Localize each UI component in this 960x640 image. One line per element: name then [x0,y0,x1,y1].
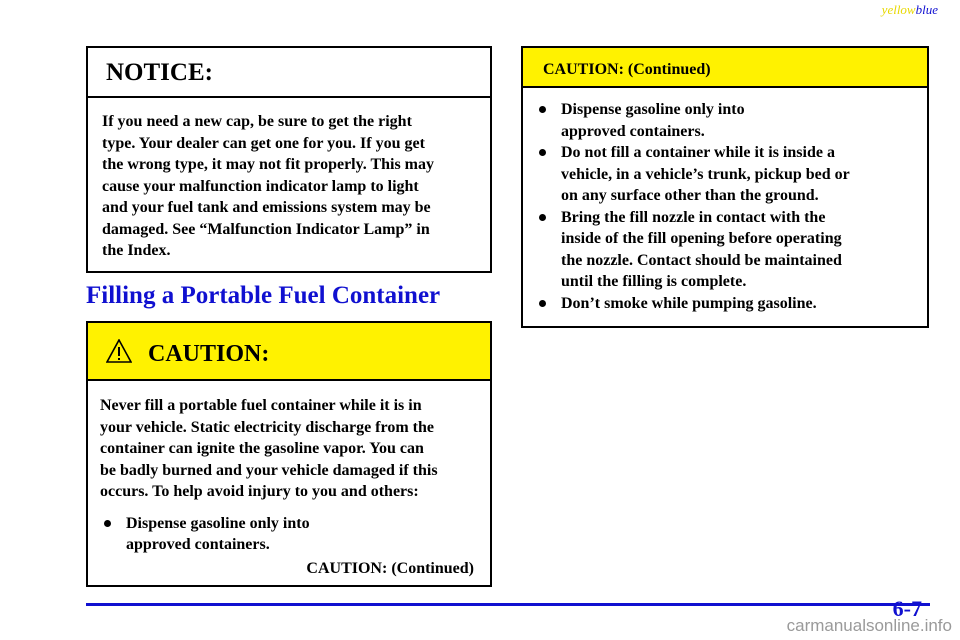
notice-title: NOTICE: [88,48,490,98]
bullet-line: Dispense gasoline only into [561,101,745,118]
mark-yellow: yellow [881,2,916,17]
notice-line: damaged. See “Malfunction Indicator Lamp” in [102,220,430,238]
bullet-line: until the filling is complete. [561,273,747,290]
bullet-item [535,99,915,142]
bullet-item [535,142,915,207]
caution-box [86,321,492,587]
caution-line: Never fill a portable fuel container while it is in [100,397,422,414]
caution-continued-body [523,88,927,314]
warning-triangle-icon [106,339,132,363]
caution-line: your vehicle. Static electricity discharge from the [100,418,434,436]
caution-header [88,323,490,381]
bullet-line: Bring the fill nozzle in contact with the [561,208,826,226]
notice-line: type. Your dealer can get one for you. If you get [102,134,425,152]
notice-line: the wrong type, it may not fit properly. This may [102,156,435,173]
bullet-item [535,293,915,315]
caution-paragraph [100,395,478,503]
bullet-line: approved containers. [561,122,705,140]
bullet-dot [104,520,111,527]
bullet-dot [539,106,546,113]
caution-line: occurs. To help avoid injury to you and others: [100,483,419,500]
notice-line: the Index. [102,242,171,259]
footer-rule [86,603,930,606]
notice-line: cause your malfunction indicator lamp to light [102,177,419,195]
bullet-item [535,207,915,293]
bullet-line: vehicle, in a vehicle’s trunk, pickup bed or [561,165,850,183]
notice-box [86,46,492,273]
bullet-line: approved containers. [126,536,270,553]
bullet-line: Dispense gasoline only into [126,514,310,532]
bullet-dot [539,149,546,156]
bullet-line: Don’t smoke while pumping gasoline. [561,294,817,312]
caution-continued-title: CAUTION: (Continued) [523,48,927,88]
notice-line: and your fuel tank and emissions system may be [102,199,431,216]
caution-line: container can ignite the gasoline vapor. You can [100,440,424,457]
mark-blue: blue [915,2,938,17]
caution-title: CAUTION: [148,341,270,367]
continued-note: CAUTION: (Continued) [306,559,474,577]
caution-line: be badly burned and your vehicle damaged if this [100,461,438,479]
bullet-line: inside of the fill opening before operating [561,230,842,247]
print-color-mark [882,2,938,18]
bullet-item [100,513,478,556]
bullet-line: on any surface other than the ground. [561,187,819,204]
bullet-line: the nozzle. Contact should be maintained [561,251,842,269]
bullet-dot [539,300,546,307]
watermark: carmanualsonline.info [786,616,952,635]
notice-line: If you need a new cap, be sure to get the right [102,113,412,130]
bullet-line: Do not fill a container while it is inside a [561,144,835,161]
section-title: Filling a Portable Fuel Container [86,282,441,309]
caution-body [88,381,490,579]
caution-continued-box [521,46,929,328]
bullet-dot [539,214,546,221]
notice-body [88,98,490,262]
page-number: 6-7 [892,596,922,621]
